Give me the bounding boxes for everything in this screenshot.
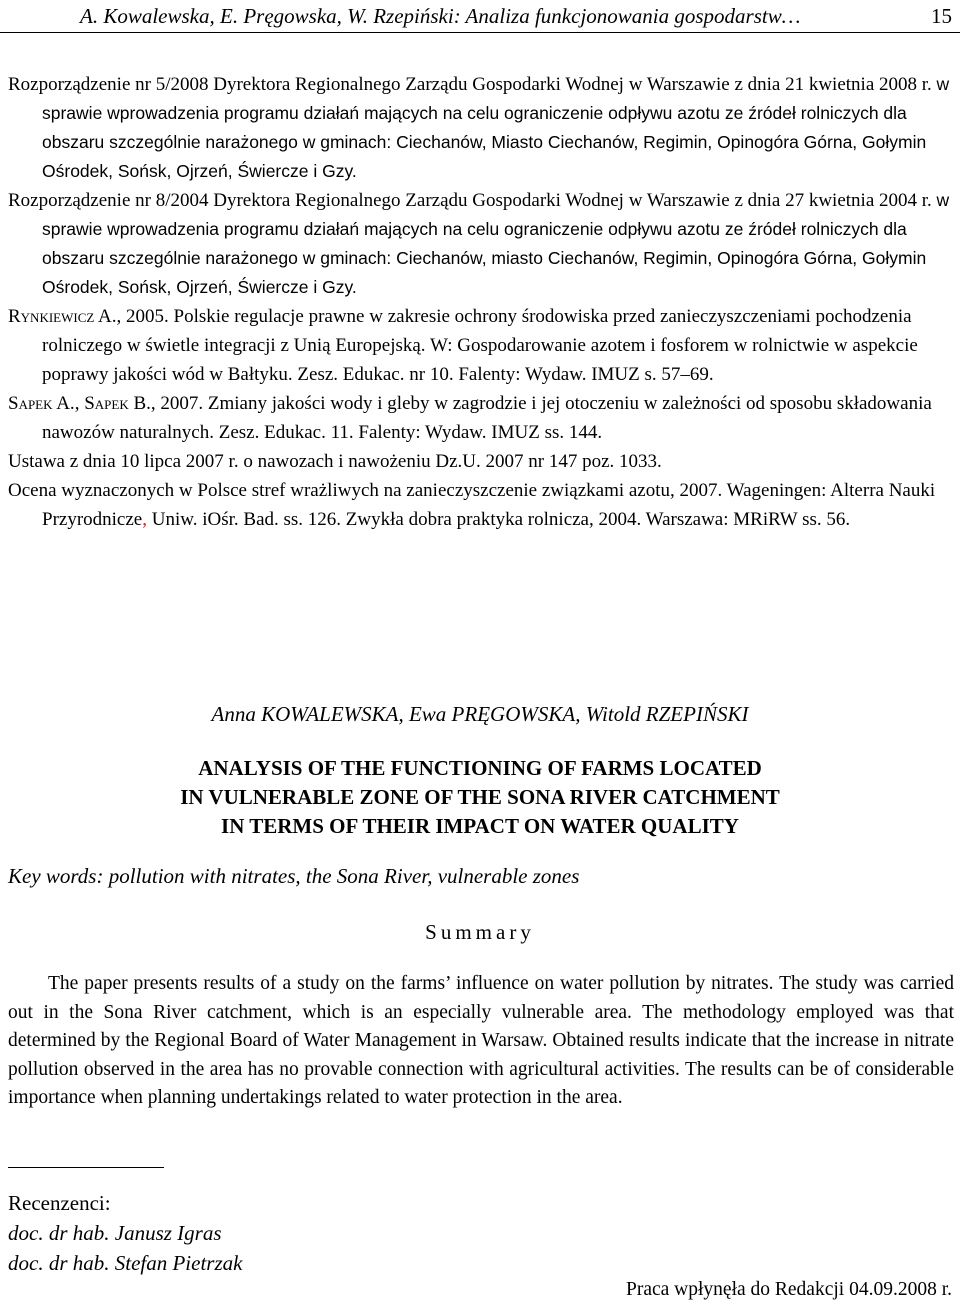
reference-text: Ustawa z dnia 10 lipca 2007 r. o nawozach i nawożeniu Dz.U. 2007 nr 147 poz. 1033. <box>8 451 662 472</box>
reference-item <box>8 389 954 447</box>
reviewer-name: doc. dr hab. Janusz Igras <box>8 1221 222 1245</box>
english-title-line: IN TERMS OF THEIR IMPACT ON WATER QUALITY <box>221 814 739 838</box>
article-authors: Anna KOWALEWSKA, Ewa PRĘGOWSKA, Witold RZEPIŃSKI <box>211 702 749 726</box>
english-title-line: IN VULNERABLE ZONE OF THE SONA RIVER CATCHMENT <box>180 785 780 809</box>
reviewers-label: Recenzenci: <box>8 1191 111 1215</box>
reference-text: Ocena wyznaczonych w Polsce stref wrażliwych na zanieczyszczenie związkami azotu, 2007. Wageningen: Alterra Nauki Przyrodnicze <box>8 480 936 530</box>
reference-item <box>8 447 954 476</box>
reference-author: Sapek B. <box>84 393 151 414</box>
reference-author: Sapek A. <box>8 393 75 414</box>
reviewers <box>8 1188 242 1278</box>
summary-text: The paper presents results of a study on the farms’ influence on water pollution by nitrates. The study was carried out in the Sona River catchment, which is an especially vulnerable area. The methodology employed was that determined by the Regional Board of Water Management in Warsaw. Obtained results indicate that the increase in nitrate pollution observed in the area has no provable connection with agricultural activities. The results can be of considerable importance when planning undertakings related to water protection in the area. <box>8 973 954 1108</box>
summary-heading: Summary <box>425 920 535 944</box>
reference-text: w sprawie wprowadzenia programu działań mających na celu ograniczenie odpływu azotu ze źródeł rolniczych dla obszaru szczególnie narażonego w gminach: Ciechanów, miasto Ciechanów, Regimin, Opinogóra Górna, Gołymin Ośrodek, Sońsk, Ojrzeń, Świercze i Gzy. <box>42 190 950 297</box>
reference-author: Rynkiewicz A. <box>8 306 117 327</box>
reference-text: , 2005. Polskie regulacje prawne w zakresie ochrony środowiska przed zanieczyszczeniami pochodzenia rolniczego w świetle integracji z Unią Europejską. W: Gospodarowanie azotem i fosforem w rolnictwie w aspekcie poprawy jakości wód w Bałtyku. Zesz. Edukac. nr 10. Falenty: Wydaw. IMUZ s. 57–69. <box>42 306 918 385</box>
english-title <box>0 754 960 841</box>
reference-text: Uniw. iOśr. Bad. ss. 126. Zwykła dobra praktyka rolnicza, 2004. Warszawa: MRiRW ss. 56. <box>146 509 851 530</box>
reference-separator: , <box>74 393 85 414</box>
received-date: Praca wpłynęła do Redakcji 04.09.2008 r. <box>625 1279 952 1300</box>
reference-item <box>8 476 954 534</box>
running-title: A. Kowalewska, E. Pręgowska, W. Rzepiński: Analiza funkcjonowania gospodarstw… <box>80 4 801 28</box>
footnote-rule <box>8 1167 164 1168</box>
reference-item <box>8 302 954 389</box>
page-number: 15 <box>931 4 952 28</box>
reference-text-highlight: , <box>142 509 147 530</box>
reference-text: Rozporządzenie nr 8/2004 Dyrektora Regionalnego Zarządu Gospodarki Wodnej w Warszawie z dnia 27 kwietnia 2004 r. <box>8 190 937 211</box>
english-title-line: ANALYSIS OF THE FUNCTIONING OF FARMS LOCATED <box>198 756 762 780</box>
reviewer-name: doc. dr hab. Stefan Pietrzak <box>8 1251 243 1275</box>
reference-text: , 2007. Zmiany jakości wody i gleby w zagrodzie i jej otoczeniu w zależności od sposobu składowania nawozów naturalnych. Zesz. Edukac. 11. Falenty: Wydaw. IMUZ ss. 144. <box>42 393 932 443</box>
reference-text: Rozporządzenie nr 5/2008 Dyrektora Regionalnego Zarządu Gospodarki Wodnej w Warszawie z dnia 21 kwietnia 2008 r. <box>8 74 937 95</box>
reference-list <box>8 70 954 534</box>
running-header <box>0 0 960 33</box>
reference-item <box>8 70 954 186</box>
reference-text: w sprawie wprowadzenia programu działań mających na celu ograniczenie odpływu azotu ze źródeł rolniczych dla obszaru szczególnie narażonego w gminach: Ciechanów, Miasto Ciechanów, Regimin, Opinogóra Górna, Gołymin Ośrodek, Sońsk, Ojrzeń, Świercze i Gzy. <box>42 74 950 181</box>
keywords: Key words: pollution with nitrates, the Sona River, vulnerable zones <box>8 864 580 888</box>
reference-item <box>8 186 954 302</box>
